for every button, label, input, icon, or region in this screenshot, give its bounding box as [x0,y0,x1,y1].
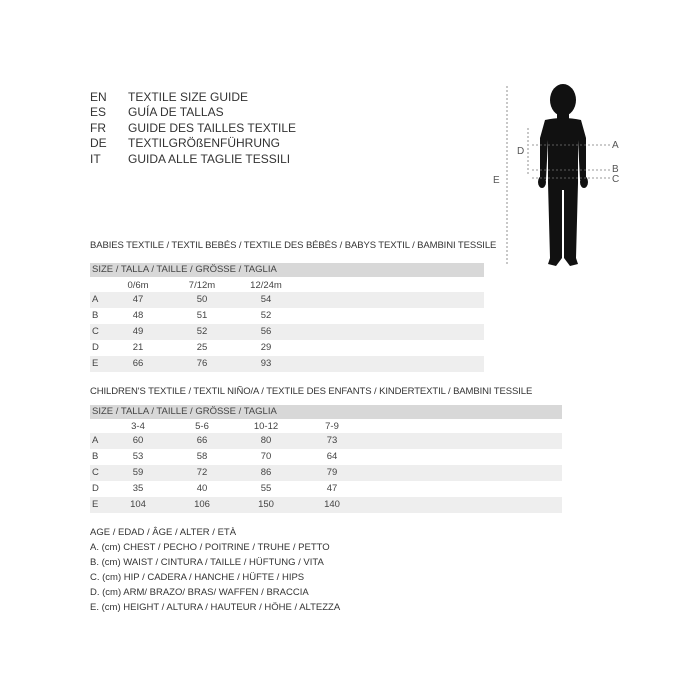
table-cell: 66 [132,358,144,369]
language-code: FR [90,121,106,135]
babies-size-header: SIZE / TALLA / TAILLE / GRÖSSE / TAGLIA [90,263,484,277]
legend-waist: B. (cm) WAIST / CINTURA / TAILLE / HÜFTUNG / VITA [90,557,324,568]
table-cell: 104 [130,499,146,510]
table-row [90,356,484,372]
table-row [90,465,562,481]
table-row [90,449,562,465]
table-cell: 53 [132,451,144,462]
table-cell: 50 [196,294,208,305]
row-label: D [92,483,99,494]
table-cell: 72 [196,467,208,478]
table-cell: 35 [132,483,144,494]
table-row [90,481,562,497]
table-cell: 56 [260,326,272,337]
row-label: A [92,294,99,305]
legend-arm: D. (cm) ARM/ BRAZO/ BRAS/ WAFFEN / BRACCIA [90,587,309,598]
language-code: EN [90,90,107,104]
column-header: 0/6m [127,280,149,291]
table-cell: 86 [260,467,272,478]
language-title: TEXTILE SIZE GUIDE [128,90,249,104]
legend-age: AGE / EDAD / ÂGE / ALTER / ETÀ [90,527,237,538]
table-cell: 79 [326,467,338,478]
column-header: 5-6 [195,421,209,432]
row-label: D [92,342,99,353]
table-cell: 73 [326,435,338,446]
table-cell: 58 [196,451,208,462]
table-cell: 76 [196,358,208,369]
table-cell: 60 [132,435,144,446]
arm-dimension-label: D [517,146,525,157]
column-header: 10-12 [253,421,279,432]
table-cell: 80 [260,435,272,446]
row-label: E [92,358,99,369]
table-cell: 150 [258,499,274,510]
language-code: ES [90,105,107,119]
column-header: 12/24m [250,280,282,291]
row-label: B [92,310,99,321]
table-cell: 51 [196,310,208,321]
table-cell: 106 [194,499,210,510]
table-cell: 47 [132,294,144,305]
table-cell: 49 [132,326,144,337]
legend-hip: C. (cm) HIP / CADERA / HANCHE / HÜFTE / HIPS [90,572,305,583]
table-cell: 29 [260,342,272,353]
language-title: GUIDE DES TAILLES TEXTILE [128,121,297,135]
row-label: A [92,435,99,446]
body-measurement-figure [490,78,640,273]
table-cell: 54 [260,294,272,305]
children-section-title: CHILDREN'S TEXTILE / TEXTIL NIÑO/A / TEXTILE DES ENFANTS / KINDERTEXTIL / BAMBINI TESSILE [90,386,533,397]
hip-dimension-label: C [612,174,620,185]
children-size-header: SIZE / TALLA / TAILLE / GRÖSSE / TAGLIA [90,405,562,419]
table-cell: 52 [196,326,208,337]
table-cell: 59 [132,467,144,478]
column-header: 7-9 [325,421,339,432]
waist-dimension-label: B [612,164,619,175]
language-title: GUÍA DE TALLAS [128,105,224,119]
table-cell: 25 [196,342,208,353]
legend-chest: A. (cm) CHEST / PECHO / POITRINE / TRUHE / PETTO [90,542,330,553]
language-code: IT [90,152,101,166]
table-cell: 64 [326,451,338,462]
table-cell: 66 [196,435,208,446]
table-cell: 140 [324,499,340,510]
column-header: 3-4 [131,421,145,432]
height-dimension-label: E [493,175,500,186]
row-label: E [92,499,99,510]
table-cell: 48 [132,310,144,321]
table-cell: 21 [132,342,144,353]
table-row [90,340,484,356]
table-cell: 55 [260,483,272,494]
table-cell: 40 [196,483,208,494]
table-row [90,308,484,324]
language-code: DE [90,136,107,150]
table-row [90,497,562,513]
table-cell: 70 [260,451,272,462]
table-row [90,433,562,449]
table-cell: 93 [260,358,272,369]
language-title: TEXTILGRÖßENFÜHRUNG [128,136,281,150]
language-title: GUIDA ALLE TAGLIE TESSILI [128,152,291,166]
table-cell: 52 [260,310,272,321]
column-header: 7/12m [188,280,216,291]
row-label: C [92,326,99,337]
table-row [90,324,484,340]
chest-dimension-label: A [612,140,619,151]
row-label: C [92,467,99,478]
table-cell: 47 [326,483,338,494]
table-row [90,292,484,308]
row-label: B [92,451,99,462]
babies-section-title: BABIES TEXTILE / TEXTIL BEBÉS / TEXTILE DES BÉBÉS / BABYS TEXTIL / BAMBINI TESSILE [90,240,497,251]
legend-height: E. (cm) HEIGHT / ALTURA / HAUTEUR / HÖHE / ALTEZZA [90,602,341,613]
